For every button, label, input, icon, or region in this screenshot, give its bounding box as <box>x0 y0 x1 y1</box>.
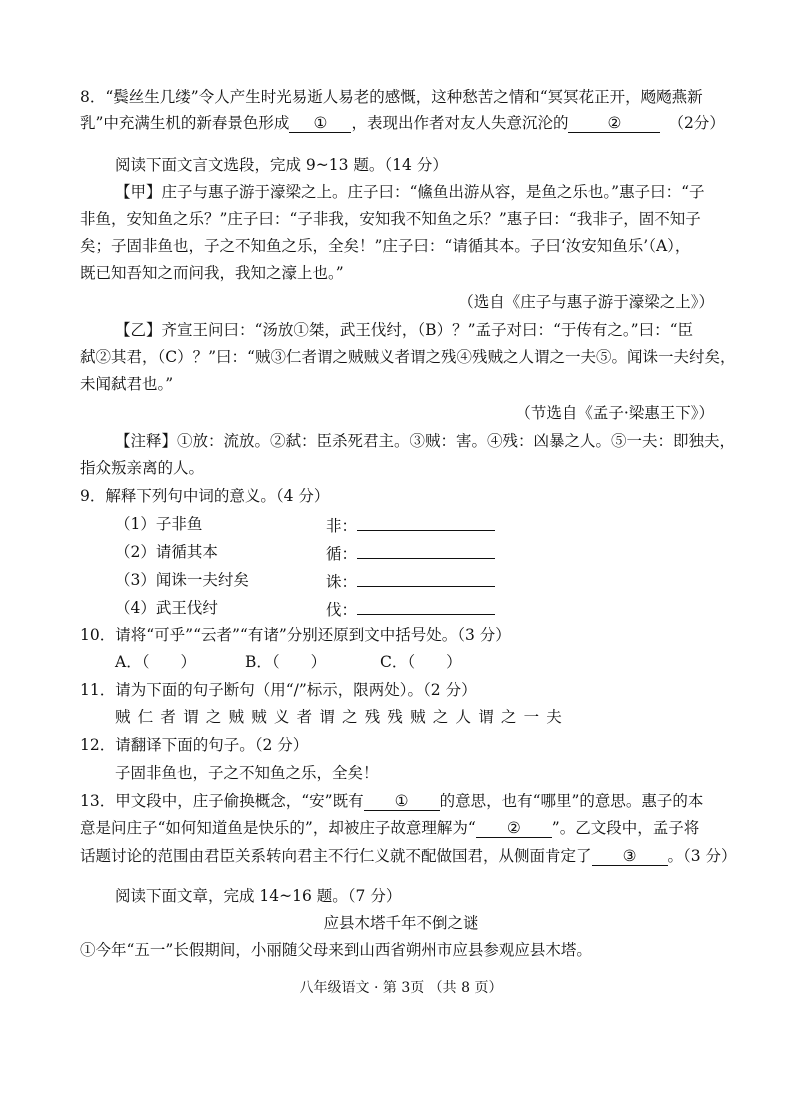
q8-blank-2: ② <box>568 114 660 133</box>
q11-sentence: 贼仁者谓之贼贼义者谓之残残贼之人谓之一夫 <box>115 708 570 726</box>
q13-text-3b: 。（3 分） <box>667 847 737 865</box>
q13-blank-2: ② <box>476 819 552 838</box>
q9-item-2-sentence: （2）请循其本 <box>115 543 218 561</box>
q8-text-a: 乳”中充满生机的新春景色形成 <box>80 114 290 132</box>
q9-answer-blank-1[interactable] <box>357 514 495 531</box>
q10-answer-c[interactable]: C．（ ） <box>380 653 462 671</box>
q9-title: 9．解释下列句中词的意义。（4 分） <box>80 487 330 505</box>
q9-item-4-word <box>326 598 495 620</box>
q9-item-1-sentence: （1）子非鱼 <box>115 515 203 533</box>
q9-answer-blank-3[interactable] <box>357 570 495 587</box>
q10-title: 10．请将“可乎”“云者”“有诸”分别还原到文中括号处。（3 分） <box>80 626 511 644</box>
passage-yi-line-1: 【乙】齐宣王问曰：“汤放①桀，武王伐纣，（B）？”孟子对曰：“于传有之。”曰：“臣 <box>115 321 694 339</box>
passage-jia-source: （选自《庄子与惠子游于濠梁之上》） <box>458 293 714 311</box>
q8-blank-1: ① <box>289 114 351 133</box>
q13-blank-1: ① <box>364 792 440 811</box>
q13-line-3 <box>80 846 737 866</box>
q13-line-2 <box>80 818 699 838</box>
q9-item-3-sentence: （3）闻诛一夫纣矣 <box>115 571 249 589</box>
page-footer: 八年级语文 · 第 3页 （共 8 页） <box>299 980 503 996</box>
q9-answer-blank-4[interactable] <box>357 598 495 615</box>
q12-sentence: 子固非鱼也，子之不知鱼之乐，全矣！ <box>115 764 379 782</box>
q13-text-2b: ”。乙文段中，孟子将 <box>551 819 700 837</box>
q11-title: 11．请为下面的句子断句（用“/”标示，限两处）。（2 分） <box>80 681 477 699</box>
q9-item-3-label: 诛： <box>326 573 358 591</box>
q9-item-2-word <box>326 542 495 564</box>
q13-text-1a: 13．甲文段中，庄子偷换概念，“安”既有 <box>80 792 364 810</box>
q10-answer-a[interactable]: A．（ ） <box>115 653 196 671</box>
passage-jia-line-3: 矣；子固非鱼也，子之不知鱼之乐，全矣！”庄子曰：“请循其本。子曰‘汝安知鱼乐’（A）， <box>80 237 691 255</box>
passage-yi-line-3: 未闻弑君也。” <box>80 375 174 393</box>
article-paragraph-1: ①今年“五一”长假期间，小丽随父母来到山西省朔州市应县参观应县木塔。 <box>80 941 592 959</box>
q9-item-3-word <box>326 570 495 592</box>
q9-item-2-label: 循： <box>326 545 358 563</box>
article-title: 应县木塔千年不倒之谜 <box>323 914 479 932</box>
passage-jia-line-1: 【甲】庄子与惠子游于濠梁之上。庄子曰：“鯈鱼出游从容，是鱼之乐也。”惠子曰：“子 <box>115 183 705 201</box>
q13-text-1b: 的意思，也有“哪里”的意思。惠子的本 <box>439 792 704 810</box>
passage-jia-line-2: 非鱼，安知鱼之乐？”庄子曰：“子非我，安知我不知鱼之乐？”惠子曰：“我非子，固不知子 <box>80 210 701 228</box>
notes-line-1: 【注释】①放：流放。②弑：臣杀死君主。③贼：害。④残：凶暴之人。⑤一夫：即独夫， <box>115 432 736 450</box>
q12-title: 12．请翻译下面的句子。（2 分） <box>80 736 309 754</box>
q13-text-3a: 话题讨论的范围由君臣关系转向君主不行仁义就不配做国君，从侧面肯定了 <box>80 847 592 865</box>
passage-jia-line-4: 既已知吾知之而问我，我知之濠上也。” <box>80 264 344 282</box>
q8-score: （2分） <box>668 114 725 132</box>
q8-line-2 <box>80 113 725 133</box>
q9-item-4-sentence: （4）武王伐纣 <box>115 599 218 617</box>
reading-intro-2: 阅读下面文章，完成 14~16 题。（7 分） <box>115 887 402 905</box>
q9-item-4-label: 伐： <box>326 601 358 619</box>
notes-line-2: 指众叛亲离的人。 <box>80 459 205 477</box>
q8-line-1: 8．“鬓丝生几缕”令人产生时光易逝人易老的感慨，这种愁苦之情和“冥冥花正开，飏飏燕新 <box>80 88 703 106</box>
reading-intro-1: 阅读下面文言文选段，完成 9~13 题。（14 分） <box>115 156 448 174</box>
q13-blank-3: ③ <box>592 847 668 866</box>
q13-line-1 <box>80 791 703 811</box>
passage-yi-line-2: 弑②其君，（C）？”曰：“贼③仁者谓之贼贼义者谓之残④残贼之人谓之一夫⑤。闻诛一夫纣矣， <box>80 348 736 366</box>
q9-item-1-word <box>326 514 495 536</box>
q9-answer-blank-2[interactable] <box>357 542 495 559</box>
q9-item-1-label: 非： <box>326 517 358 535</box>
q8-text-b: ，表现出作者对友人失意沉沦的 <box>351 114 569 132</box>
passage-yi-source: （节选自《孟子·梁惠王下》） <box>515 404 714 422</box>
q10-answer-b[interactable]: B．（ ） <box>245 653 327 671</box>
q13-text-2a: 意是问庄子“如何知道鱼是快乐的”，却被庄子故意理解为“ <box>80 819 476 837</box>
